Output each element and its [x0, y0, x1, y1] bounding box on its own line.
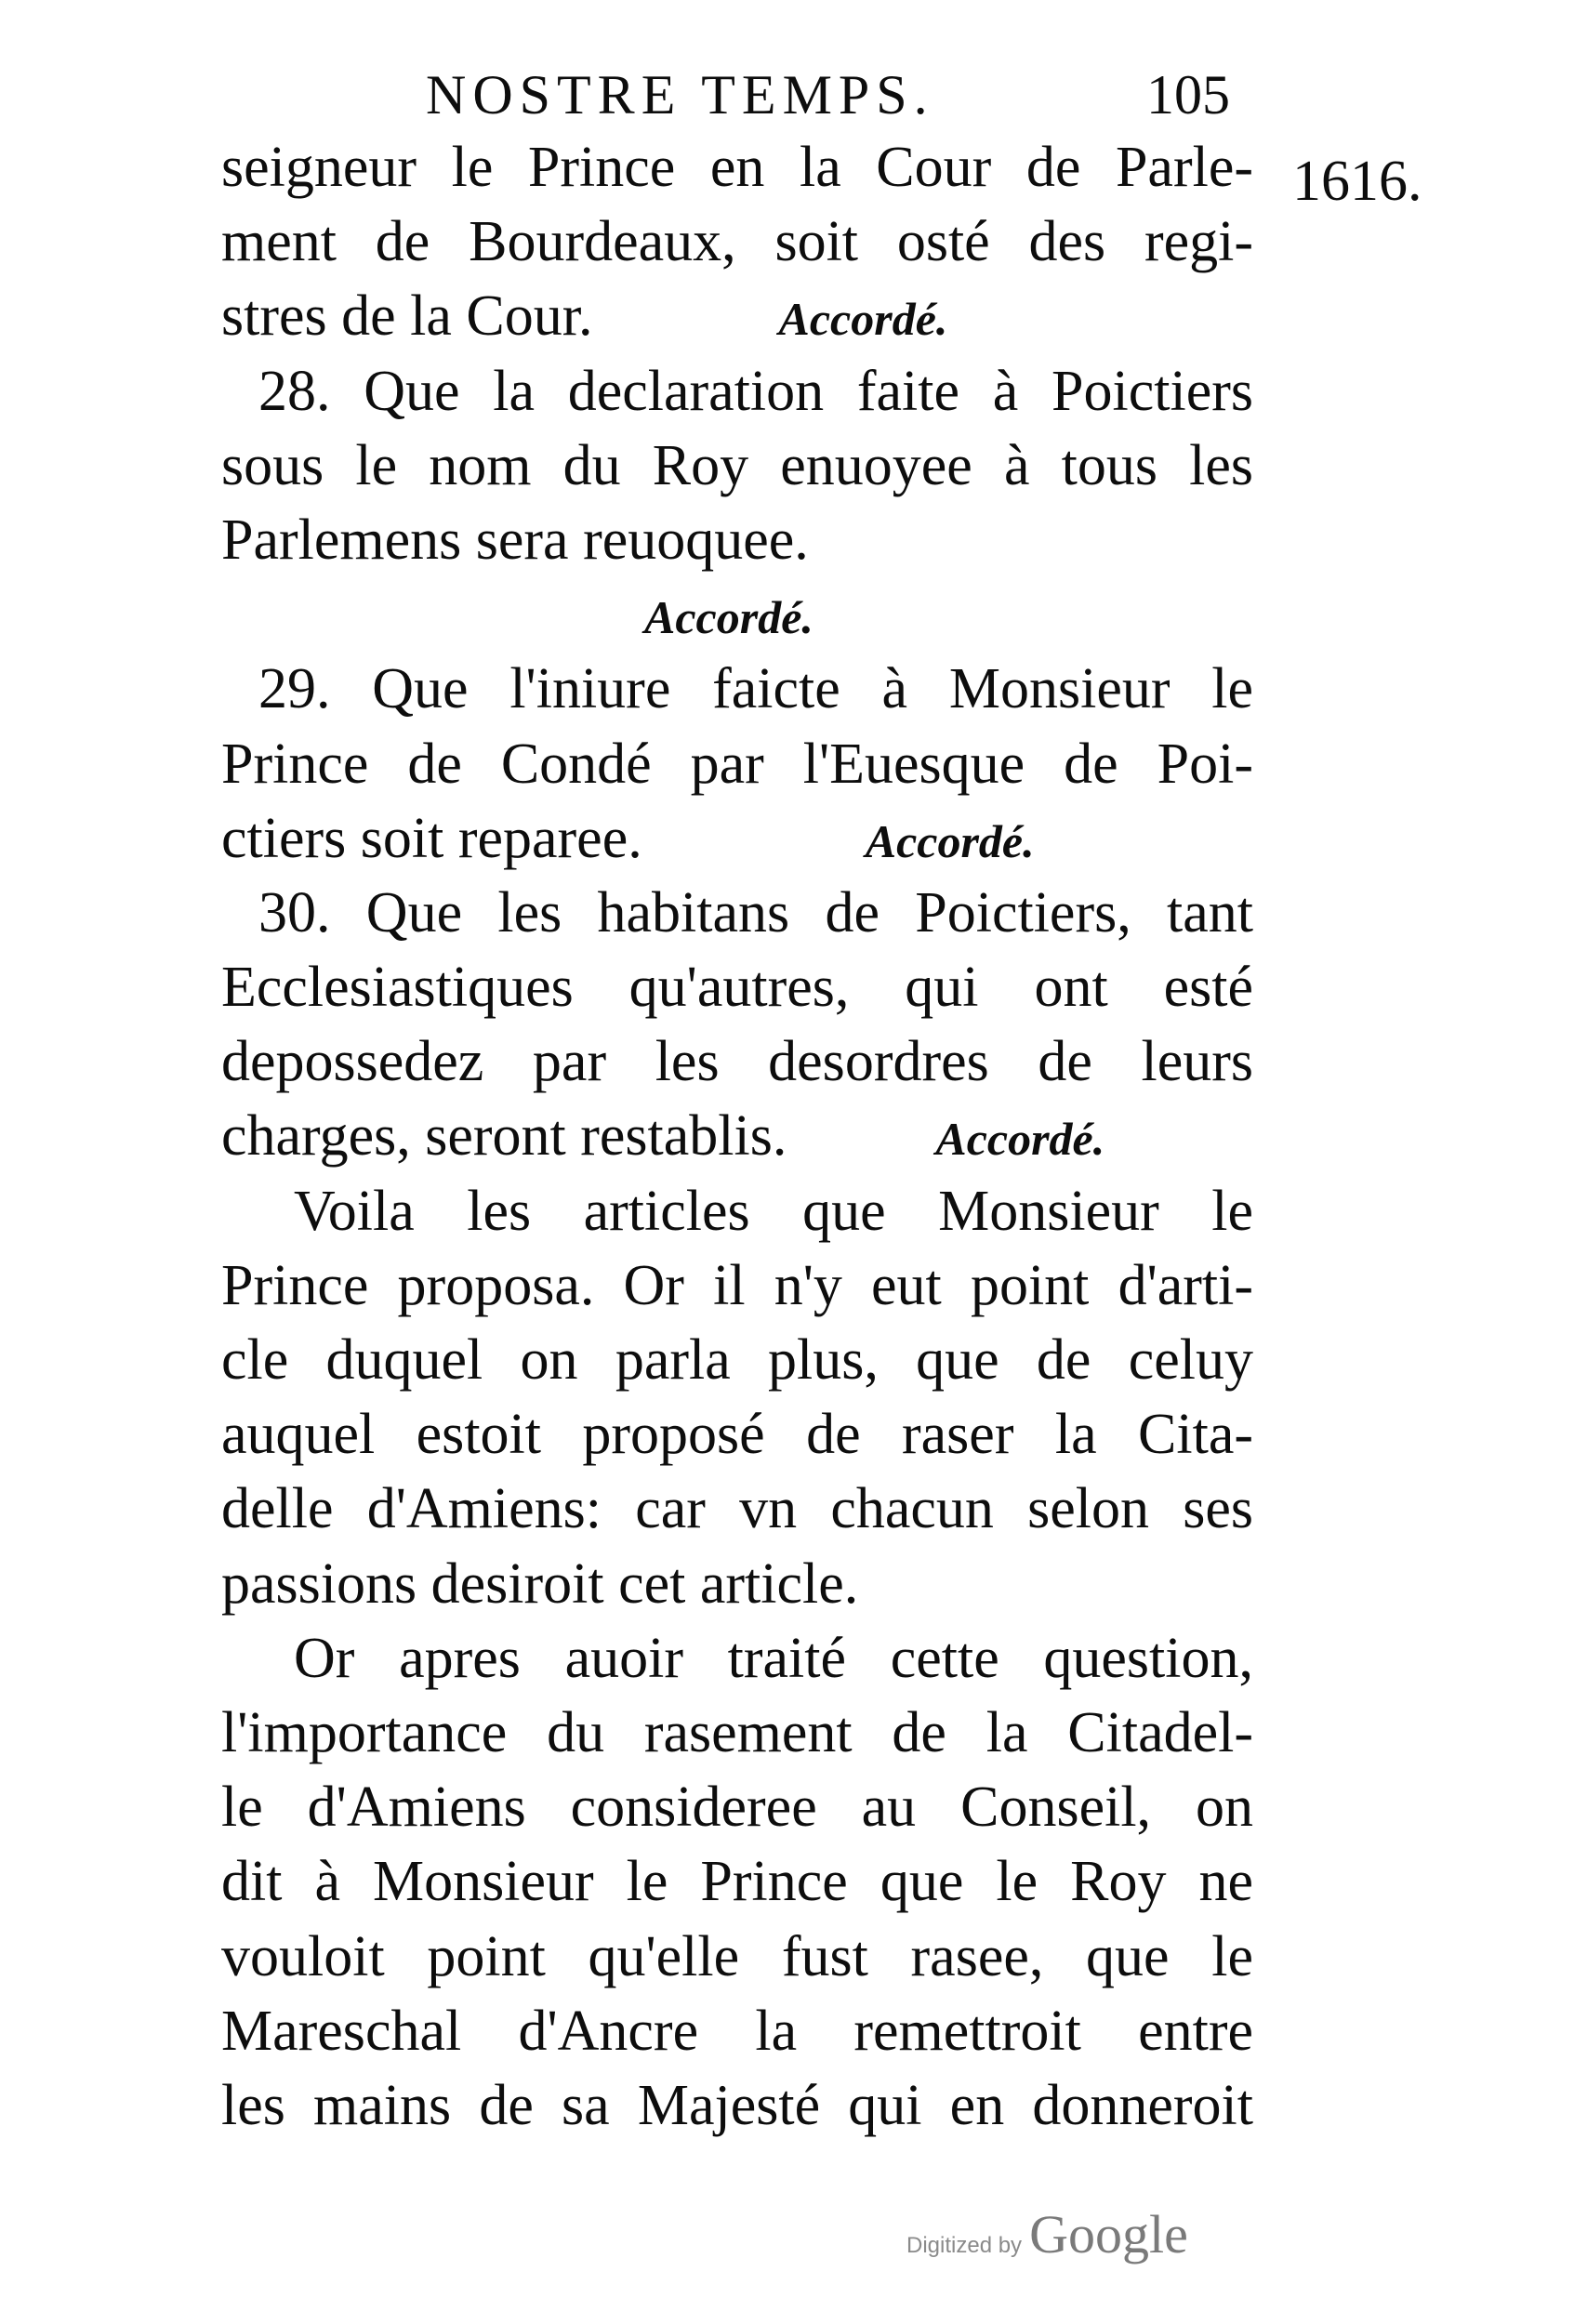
- accorde-mark: Accordé.: [778, 293, 948, 346]
- watermark-prefix: Digitized by: [906, 2233, 1023, 2258]
- text-line: Ecclesiastiques qu'autres, qui ont esté: [221, 956, 1253, 1020]
- paragraph-start-line: Voila les articles que Monsieur le: [294, 1179, 1253, 1243]
- text-line: ment de Bourdeaux, soit osté des regi-: [221, 210, 1253, 274]
- running-title: NOSTRE TEMPS.: [426, 64, 934, 125]
- text-line: les mains de sa Majesté qui en donneroit: [221, 2073, 1253, 2137]
- text-line: delle d'Amiens: car vn chacun selon ses: [221, 1477, 1253, 1541]
- text-line: depossedez par les desordres de leurs: [221, 1030, 1253, 1094]
- text-line-content: stres de la Cour.: [221, 284, 593, 349]
- text-line: passions desiroit cet article.: [221, 1552, 859, 1616]
- text-line: auquel estoit proposé de raser la Cita-: [221, 1403, 1253, 1467]
- text-line: Prince proposa. Or il n'y eut point d'arti-: [221, 1253, 1253, 1317]
- text-line: vouloit point qu'elle fust rasee, que le: [221, 1924, 1253, 1988]
- text-line: Mareschal d'Ancre la remettroit entre: [221, 1999, 1253, 2063]
- text-line-content: charges, seront restablis.: [221, 1104, 787, 1169]
- text-line: sous le nom du Roy enuoyee à tous les: [221, 433, 1253, 497]
- text-line: Parlemens sera reuoquee.: [221, 508, 809, 572]
- text-line: [221, 279, 1253, 353]
- text-line: le d'Amiens consideree au Conseil, on: [221, 1776, 1253, 1840]
- accorde-mark: Accordé.: [644, 591, 813, 644]
- text-line: Prince de Condé par l'Euesque de Poi-: [221, 732, 1253, 796]
- article-29-line: 29. Que l'iniure faicte à Monsieur le: [258, 657, 1253, 721]
- text-line: [221, 801, 1253, 876]
- google-logo: Google: [1029, 2204, 1188, 2265]
- accorde-mark: Accordé.: [935, 1113, 1105, 1166]
- body-text: [221, 130, 1253, 2143]
- accorde-mark: Accordé.: [865, 814, 1035, 867]
- margin-year-note: 1616.: [1292, 150, 1422, 213]
- article-28-line: 28. Que la declaration faite à Poictiers: [258, 359, 1253, 423]
- page-header: [221, 58, 1263, 132]
- text-line: [221, 1099, 1253, 1173]
- article-30-line: 30. Que les habitans de Poictiers, tant: [258, 880, 1253, 944]
- text-line: seigneur le Prince en la Cour de Parle-: [221, 136, 1253, 199]
- page-number: 105: [1146, 64, 1230, 125]
- text-line: l'importance du rasement de la Citadel-: [221, 1700, 1253, 1764]
- text-line: dit à Monsieur le Prince que le Roy ne: [221, 1850, 1253, 1914]
- paragraph-start-line: Or apres auoir traité cette question,: [294, 1626, 1253, 1690]
- text-line: cle duquel on parla plus, que de celuy: [221, 1328, 1253, 1392]
- digitization-watermark: [906, 2203, 1188, 2265]
- text-line-content: ctiers soit reparee.: [221, 806, 642, 870]
- accorde-line: [221, 577, 1253, 652]
